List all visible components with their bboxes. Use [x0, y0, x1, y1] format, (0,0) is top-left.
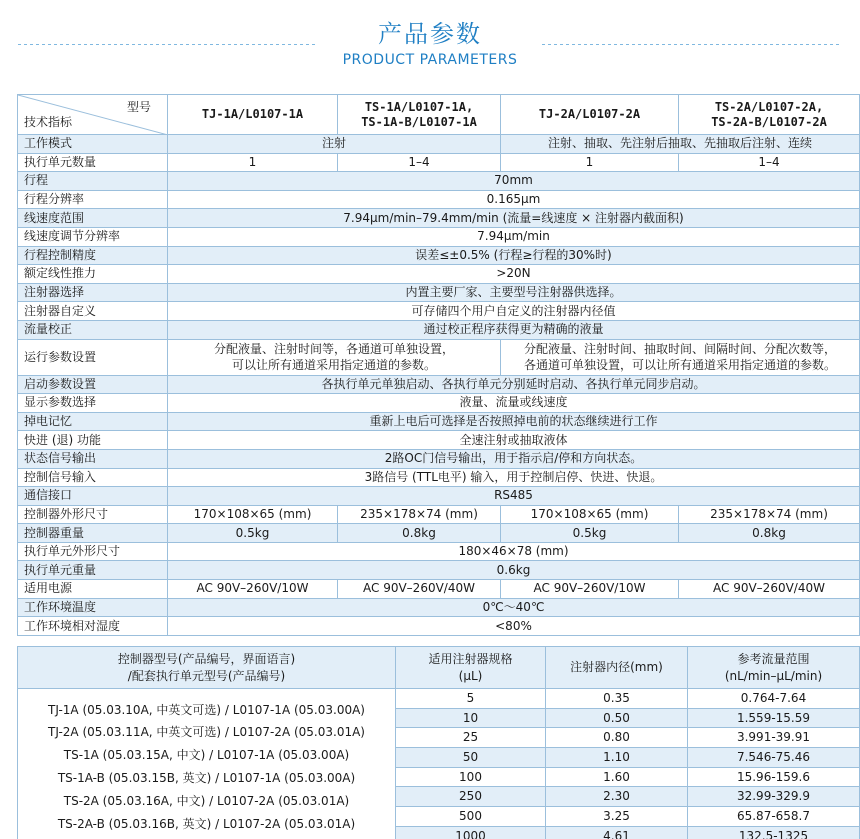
corner-spec-label: 技术指标 [24, 115, 73, 129]
model-header-4: TS-2A/L0107-2A, TS-2A-B/L0107-2A [679, 95, 860, 135]
row-value: 1 [501, 153, 679, 172]
row-value: 0.165μm [168, 190, 860, 209]
controller-item: TS-2A-B (05.03.16B, 英文) / L0107-2A (05.03.01A) [57, 817, 356, 832]
table-row [18, 246, 860, 265]
table-row [18, 172, 860, 191]
flow-range: 32.99-329.9 [688, 787, 860, 807]
table-row [18, 617, 860, 636]
flow-range: 15.96-159.6 [688, 767, 860, 787]
row-value: 可存储四个用户自定义的注射器内径值 [168, 302, 860, 321]
row-label: 行程 [18, 172, 168, 191]
inner-diameter: 2.30 [546, 787, 688, 807]
controller-list [18, 689, 396, 839]
model-header-1: TJ-1A/L0107-1A [168, 95, 338, 135]
row-label: 执行单元数量 [18, 153, 168, 172]
row-label: 工作模式 [18, 135, 168, 154]
table-row [18, 227, 860, 246]
table-row [18, 394, 860, 413]
table-header-row [18, 95, 860, 135]
row-value: 重新上电后可选择是否按照掉电前的状态继续进行工作 [168, 412, 860, 431]
row-value: 通过校正程序获得更为精确的液量 [168, 320, 860, 339]
corner-model-label: 型号 [126, 100, 151, 114]
row-value: 180×46×78 (mm) [168, 542, 860, 561]
table-row [18, 598, 860, 617]
row-label: 控制信号输入 [18, 468, 168, 487]
row-label: 控制器外形尺寸 [18, 505, 168, 524]
row-label: 快进 (退) 功能 [18, 431, 168, 450]
table-row [18, 431, 860, 450]
flow-range: 1.559-15.59 [688, 708, 860, 728]
row-label: 工作环境温度 [18, 598, 168, 617]
row-value: 70mm [168, 172, 860, 191]
row-value: 分配液量、注射时间等，各通道可单独设置， 可以让所有通道采用指定通道的参数。 [168, 339, 501, 375]
table-row [18, 542, 860, 561]
table-row [18, 320, 860, 339]
row-value: 3路信号 (TTL电平) 输入，用于控制启停、快进、快退。 [168, 468, 860, 487]
controller-item: TJ-2A (05.03.11A, 中英文可选) / L0107-2A (05.03.01A) [48, 725, 365, 740]
controller-item: TJ-1A (05.03.10A, 中英文可选) / L0107-1A (05.03.00A) [48, 702, 365, 717]
row-value: 0.5kg [501, 524, 679, 543]
row-value: 0.8kg [338, 524, 501, 543]
row-value: AC 90V–260V/10W [501, 580, 679, 599]
row-value: 0.6kg [168, 561, 860, 580]
syringe-spec: 25 [396, 728, 546, 748]
row-label: 控制器重量 [18, 524, 168, 543]
inner-diameter: 1.10 [546, 748, 688, 768]
row-value: 内置主要厂家、主要型号注射器供选择。 [168, 283, 860, 302]
model-header-2: TS-1A/L0107-1A, TS-1A-B/L0107-1A [338, 95, 501, 135]
table-row [18, 449, 860, 468]
row-value: 0.5kg [168, 524, 338, 543]
row-value: 235×178×74 (mm) [679, 505, 860, 524]
row-value: 注射 [168, 135, 501, 154]
flow-range: 65.87-658.7 [688, 807, 860, 827]
flow-range: 132.5-1325 [688, 826, 860, 839]
controller-item: TS-2A (05.03.16A, 中文) / L0107-2A (05.03.01A) [63, 794, 350, 809]
row-label: 状态信号输出 [18, 449, 168, 468]
row-value: <80% [168, 617, 860, 636]
table-row [18, 339, 860, 375]
flow-range-header: 参考流量范围 (nL/min–μL/min) [688, 647, 860, 689]
syringe-spec: 5 [396, 689, 546, 709]
header [0, 0, 860, 90]
row-value: 1–4 [679, 153, 860, 172]
table-row [18, 135, 860, 154]
row-label: 额定线性推力 [18, 265, 168, 284]
row-value: AC 90V–260V/40W [679, 580, 860, 599]
row-value: 170×108×65 (mm) [501, 505, 679, 524]
table-row [18, 468, 860, 487]
flow-range: 0.764-7.64 [688, 689, 860, 709]
table-row [18, 265, 860, 284]
table-row [18, 487, 860, 506]
row-label: 工作环境相对湿度 [18, 617, 168, 636]
inner-diameter-header: 注射器内径(mm) [546, 647, 688, 689]
row-value: AC 90V–260V/10W [168, 580, 338, 599]
corner-header-cell [18, 95, 168, 135]
row-value: 全速注射或抽取液体 [168, 431, 860, 450]
flow-range: 7.546-75.46 [688, 748, 860, 768]
row-label: 注射器自定义 [18, 302, 168, 321]
controller-item: TS-1A-B (05.03.15B, 英文) / L0107-1A (05.03.00A) [57, 771, 356, 786]
model-header-3: TJ-2A/L0107-2A [501, 95, 679, 135]
row-value: 7.94μm/min–79.4mm/min (流量=线速度 × 注射器内截面积) [168, 209, 860, 228]
row-label: 注射器选择 [18, 283, 168, 302]
row-value: AC 90V–260V/40W [338, 580, 501, 599]
table-row [18, 190, 860, 209]
inner-diameter: 3.25 [546, 807, 688, 827]
row-label: 适用电源 [18, 580, 168, 599]
row-value: 误差≤±0.5% (行程≥行程的30%时) [168, 246, 860, 265]
row-value: 各执行单元单独启动、各执行单元分别延时启动、各执行单元同步启动。 [168, 375, 860, 394]
flow-range: 3.991-39.91 [688, 728, 860, 748]
syringe-spec: 100 [396, 767, 546, 787]
page-subtitle: PRODUCT PARAMETERS [342, 52, 518, 68]
row-value: 1–4 [338, 153, 501, 172]
row-label: 掉电记忆 [18, 412, 168, 431]
syringe-table [17, 646, 860, 839]
row-value: 注射、抽取、先注射后抽取、先抽取后注射、连续 [501, 135, 860, 154]
syringe-spec: 250 [396, 787, 546, 807]
row-label: 流量校正 [18, 320, 168, 339]
controller-item: TS-1A (05.03.15A, 中文) / L0107-1A (05.03.00A) [63, 748, 350, 763]
table-row [18, 209, 860, 228]
parameters-table [17, 94, 860, 636]
row-value: RS485 [168, 487, 860, 506]
inner-diameter: 4.61 [546, 826, 688, 839]
row-label: 行程控制精度 [18, 246, 168, 265]
row-value: 7.94μm/min [168, 227, 860, 246]
row-value: 170×108×65 (mm) [168, 505, 338, 524]
row-value: 1 [168, 153, 338, 172]
table-row [18, 524, 860, 543]
table-row [18, 302, 860, 321]
row-label: 执行单元外形尺寸 [18, 542, 168, 561]
row-label: 线速度范围 [18, 209, 168, 228]
row-value: 235×178×74 (mm) [338, 505, 501, 524]
row-label: 显示参数选择 [18, 394, 168, 413]
inner-diameter: 1.60 [546, 767, 688, 787]
table-row [18, 561, 860, 580]
inner-diameter: 0.35 [546, 689, 688, 709]
syringe-spec: 500 [396, 807, 546, 827]
inner-diameter: 0.50 [546, 708, 688, 728]
syringe-spec-header: 适用注射器规格 (μL) [396, 647, 546, 689]
table-row [18, 689, 860, 709]
row-label: 运行参数设置 [18, 339, 168, 375]
row-label: 启动参数设置 [18, 375, 168, 394]
row-label: 执行单元重量 [18, 561, 168, 580]
inner-diameter: 0.80 [546, 728, 688, 748]
row-value: 0℃～40℃ [168, 598, 860, 617]
controller-model-header: 控制器型号(产品编号，界面语言) /配套执行单元型号(产品编号) [18, 647, 396, 689]
row-value: >20N [168, 265, 860, 284]
row-value: 2路OC门信号输出，用于指示启/停和方向状态。 [168, 449, 860, 468]
syringe-spec: 50 [396, 748, 546, 768]
row-label: 行程分辨率 [18, 190, 168, 209]
syringe-header-row [18, 647, 860, 689]
row-value: 液量、流量或线速度 [168, 394, 860, 413]
table-row [18, 153, 860, 172]
page-title: 产品参数 [378, 20, 482, 48]
row-value: 分配液量、注射时间、抽取时间、间隔时间、分配次数等， 各通道可单独设置，可以让所有通道采用指定通道的参数。 [501, 339, 860, 375]
table-row [18, 283, 860, 302]
row-label: 通信接口 [18, 487, 168, 506]
row-value: 0.8kg [679, 524, 860, 543]
table-row [18, 412, 860, 431]
table-row [18, 375, 860, 394]
table-row [18, 505, 860, 524]
row-label: 线速度调节分辨率 [18, 227, 168, 246]
syringe-spec: 10 [396, 708, 546, 728]
table-row [18, 580, 860, 599]
syringe-spec: 1000 [396, 826, 546, 839]
